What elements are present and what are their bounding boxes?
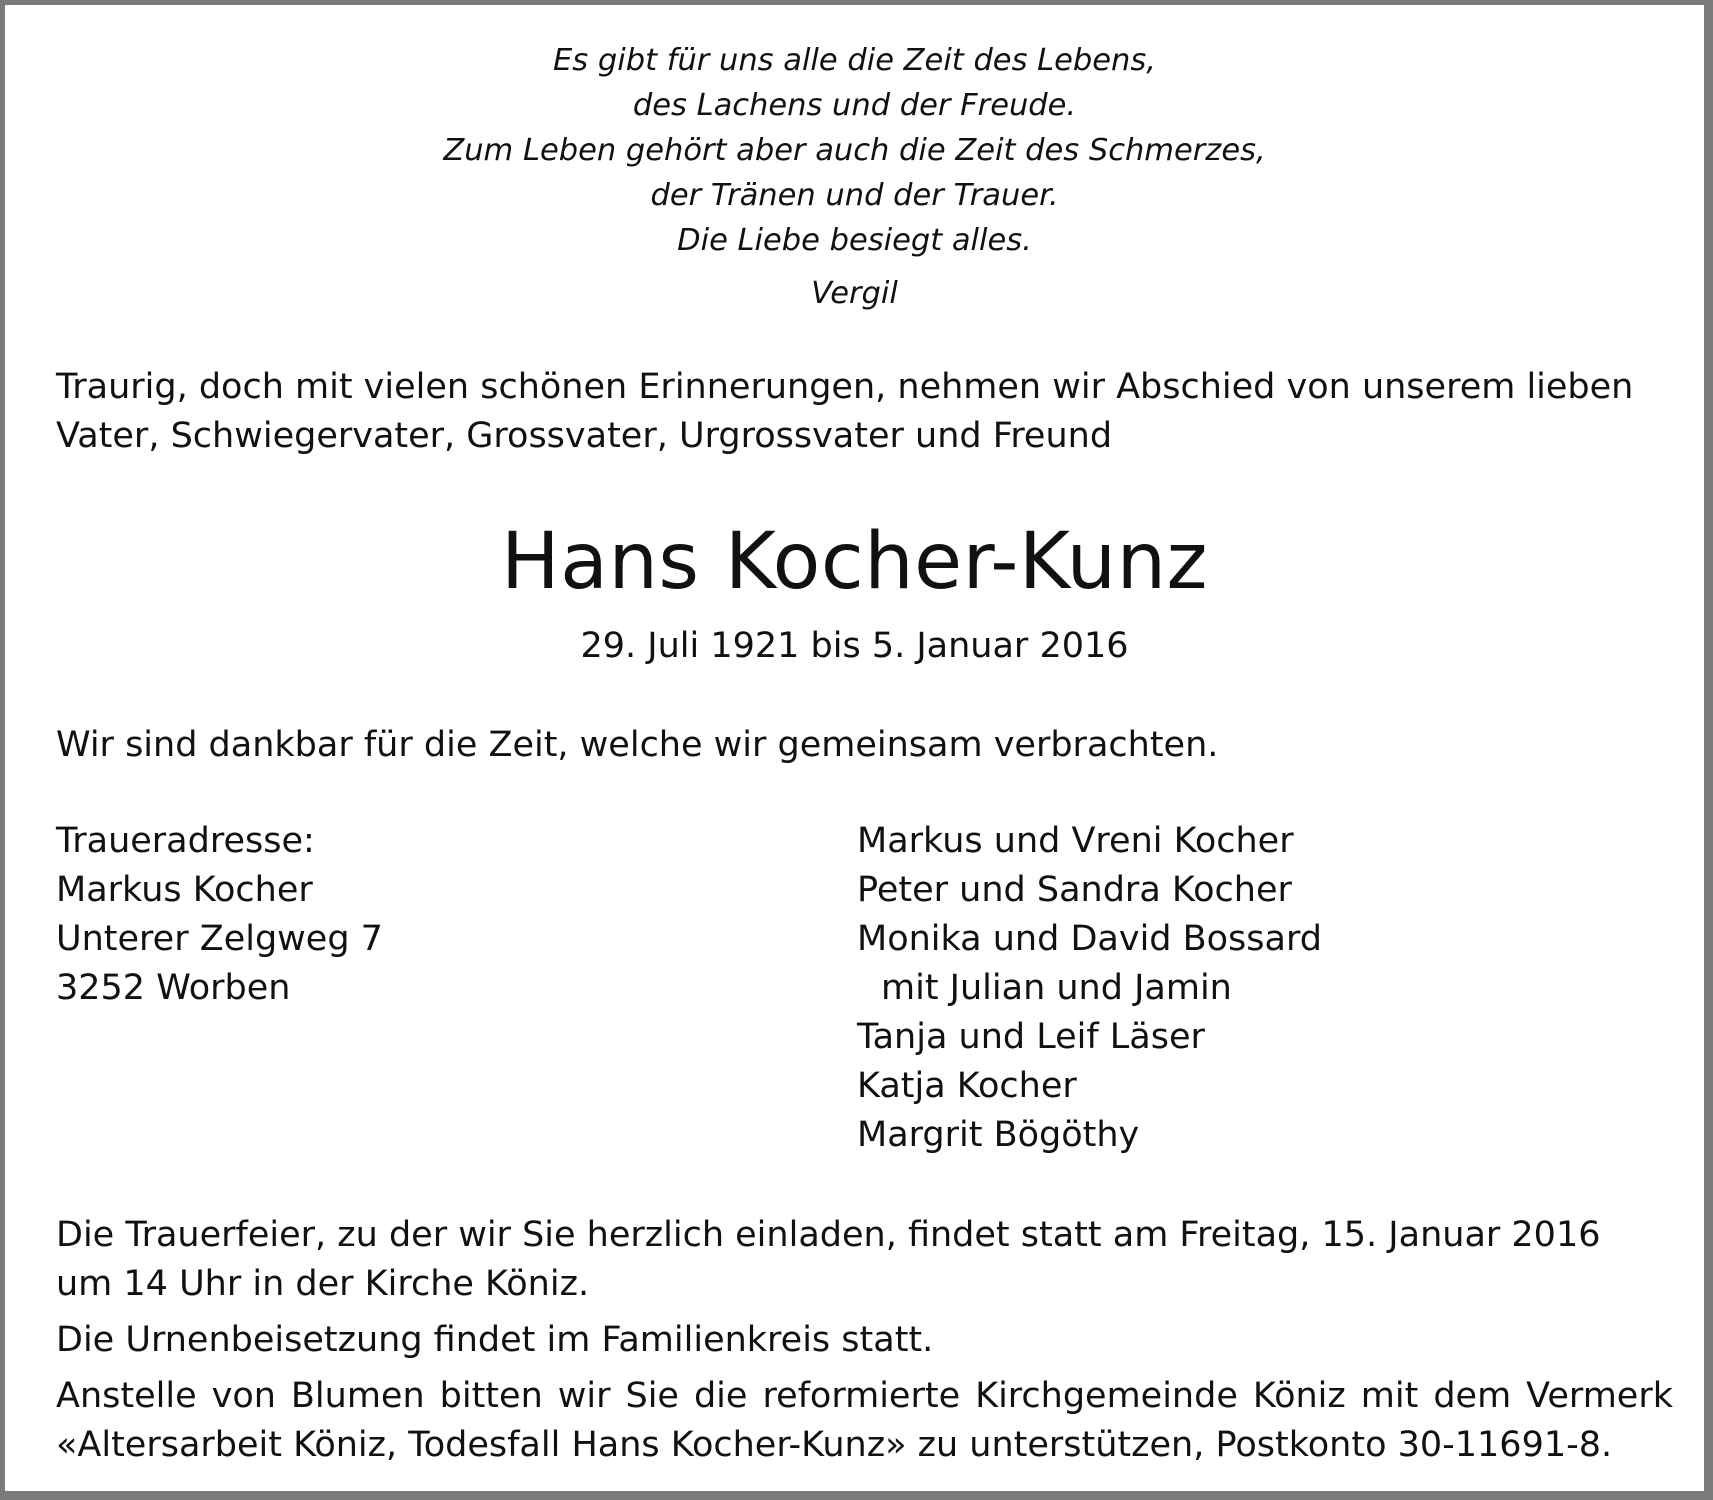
thanks-line: Wir sind dankbar für die Zeit, welche wir gemeinsam verbrachten. [56,725,1219,765]
intro-line: Vater, Schwiegervater, Grossvater, Urgrossvater und Freund [56,416,1113,456]
quote-line: des Lachens und der Freude. [632,88,1077,123]
memorial-quote [5,38,1704,316]
deceased-name: Hans Kocher-Kunz [501,517,1208,607]
quote-line: Zum Leben gehört aber auch die Zeit des Schmerzes, [443,133,1266,168]
donation-line: Anstelle von Blumen bitten wir Sie die reformierte Kirchgemeinde Köniz mit dem Vermerk [56,1376,1673,1416]
quote-line: Es gibt für uns alle die Zeit des Lebens, [553,43,1156,78]
quote-line: der Tränen und der Trauer. [650,178,1059,213]
address-line: Unterer Zelgweg 7 [56,919,383,959]
life-dates: 29. Juli 1921 bis 5. Januar 2016 [580,626,1129,666]
mourning-address [56,817,383,1013]
burial-line: Die Urnenbeisetzung findet im Familienkreis statt. [56,1320,934,1360]
address-line: 3252 Worben [56,968,291,1008]
intro-line: Traurig, doch mit vielen schönen Erinnerungen, nehmen wir Abschied von unserem lieben [56,367,1634,407]
intro-paragraph [56,363,1676,461]
closing-section [56,1211,1676,1477]
mourner-entry: Margrit Bögöthy [857,1115,1140,1155]
quote-line: Die Liebe besiegt alles. [677,223,1032,258]
ceremony-line: Die Trauerfeier, zu der wir Sie herzlich einladen, findet statt am Freitag, 15. Januar 2016 [56,1215,1601,1255]
quote-author: Vergil [811,276,898,311]
donation-line: «Altersarbeit Köniz, Todesfall Hans Kocher-Kunz» zu unterstützen, Postkonto 30-11691-8. [56,1425,1613,1465]
address-line: Markus Kocher [56,870,313,910]
address-label: Traueradresse: [56,821,315,861]
mourners-list [857,817,1322,1160]
mourner-entry: Katja Kocher [857,1066,1077,1106]
mourner-entry: mit Julian und Jamin [881,968,1232,1008]
burial-paragraph [56,1316,1676,1365]
mourner-entry: Peter und Sandra Kocher [857,870,1292,910]
mourner-entry: Monika und David Bossard [857,919,1322,959]
mourner-entry: Markus und Vreni Kocher [857,821,1294,861]
ceremony-line: um 14 Uhr in der Kirche Köniz. [56,1264,590,1304]
donation-paragraph [56,1372,1676,1470]
mourner-entry: Tanja und Leif Läser [857,1017,1205,1057]
ceremony-paragraph [56,1211,1676,1309]
